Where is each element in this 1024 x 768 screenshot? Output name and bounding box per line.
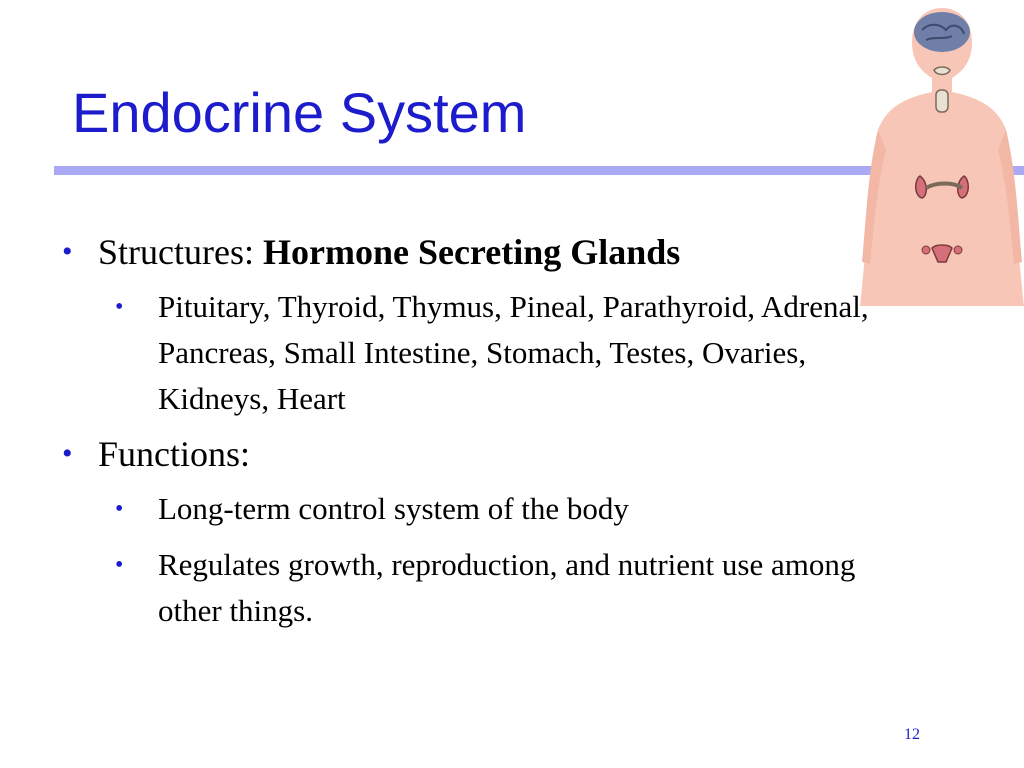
bullet-prefix: Structures:	[98, 232, 254, 272]
subbullet-dot-icon: •	[115, 496, 124, 522]
subbullet-dot-icon: •	[115, 552, 124, 578]
ovary-left-icon	[922, 246, 930, 254]
subbullet-glands	[110, 284, 878, 422]
ovary-right-icon	[954, 246, 962, 254]
subbullet-dot-icon: •	[115, 294, 124, 320]
bullet-structures	[62, 230, 882, 422]
subbullet-text: Pituitary, Thyroid, Thymus, Pineal, Parathyroid, Adrenal, Pancreas, Small Intestine, Stomach, Testes, Ovaries, Kidneys, Heart	[158, 289, 869, 416]
subbullet-regulates	[110, 542, 878, 634]
bullet-prefix: Functions:	[98, 434, 251, 474]
subbullet-long-term	[110, 486, 878, 532]
subbullet-list	[98, 486, 882, 634]
subbullet-text: Regulates growth, reproduction, and nutrient use among other things.	[158, 547, 856, 628]
bullet-list	[62, 230, 882, 644]
page-number: 12	[904, 726, 920, 743]
bullet-functions	[62, 432, 882, 634]
bullet-dot-icon: •	[62, 235, 73, 268]
brain-icon	[914, 12, 970, 52]
page-title: Endocrine System	[72, 81, 527, 144]
thymus-icon	[936, 90, 948, 112]
bullet-emphasis: Hormone Secreting Glands	[262, 232, 681, 272]
subbullet-text: Long-term control system of the body	[158, 491, 629, 526]
thyroid-icon	[934, 67, 950, 75]
bullet-dot-icon: •	[62, 437, 73, 470]
human-endocrine-figure-icon	[860, 0, 1024, 306]
subbullet-list	[98, 284, 882, 422]
silhouette-svg	[860, 0, 1024, 306]
